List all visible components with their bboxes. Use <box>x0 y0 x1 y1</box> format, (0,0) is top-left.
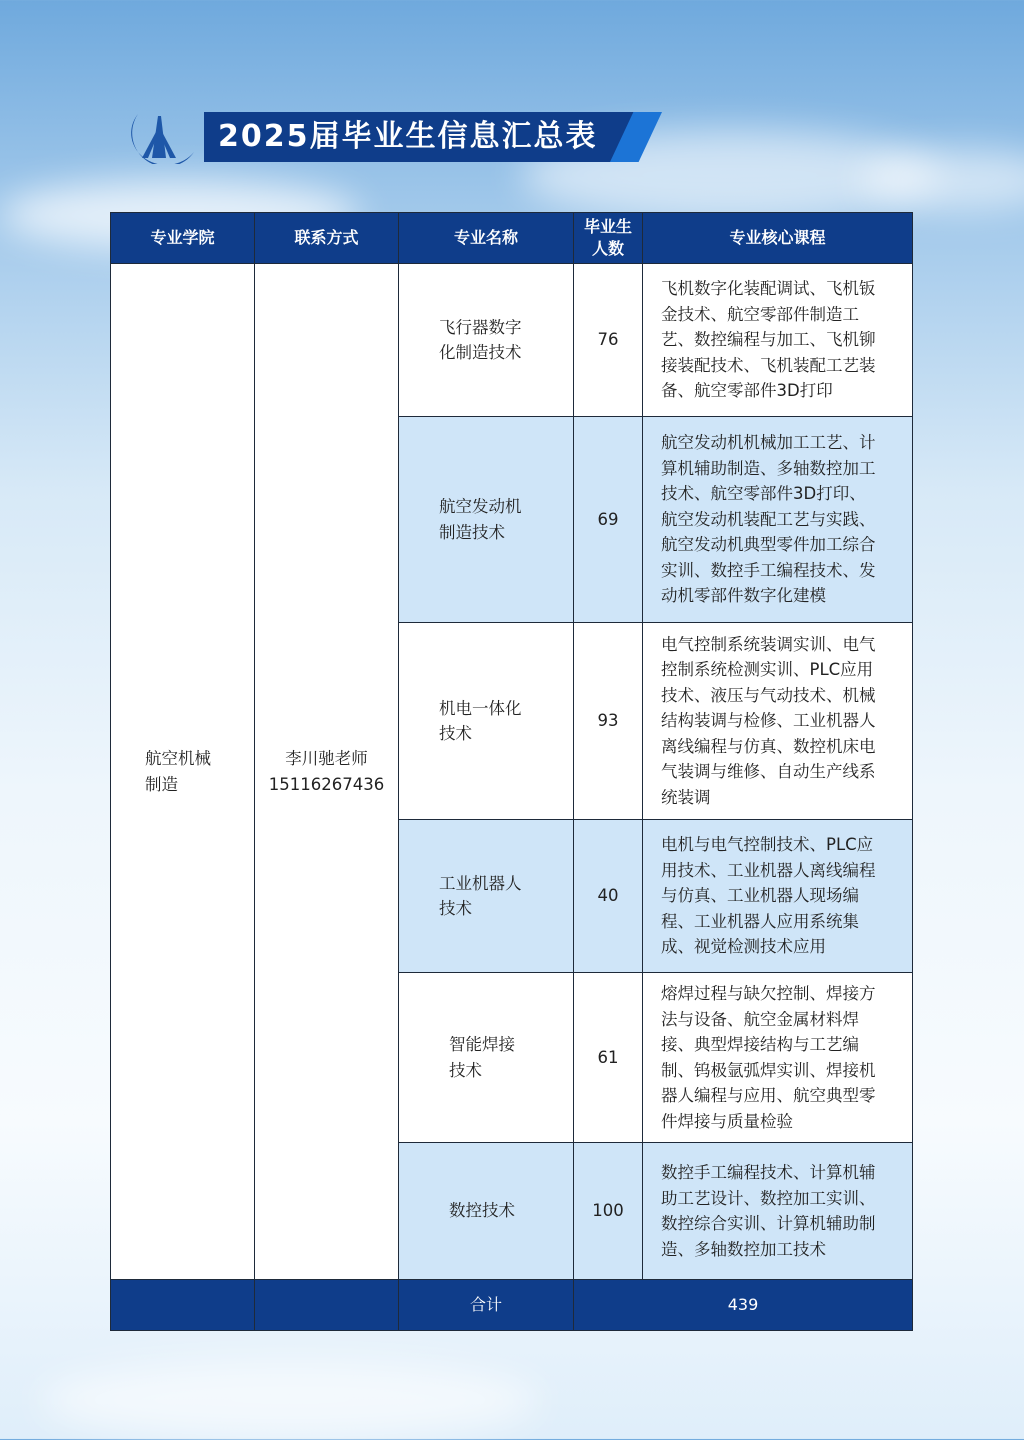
courses-cell <box>643 417 913 623</box>
course-line: 造、多轴数控加工技术 <box>661 1239 826 1259</box>
major-cell <box>399 1143 574 1280</box>
table-row <box>111 264 913 417</box>
course-line: 电气控制系统装调实训、电气 <box>661 634 876 654</box>
total-row <box>111 1280 913 1331</box>
header-count <box>574 213 643 264</box>
total-empty-cell <box>255 1280 399 1331</box>
courses-cell <box>643 623 913 820</box>
page-title: 2025届毕业生信息汇总表 <box>218 119 598 154</box>
course-line: 离线编程与仿真、数控机床电 <box>661 736 876 756</box>
course-line: 动机零部件数字化建模 <box>661 586 826 606</box>
major-line1: 工业机器人 <box>439 873 522 893</box>
major-line2: 制造技术 <box>439 522 505 542</box>
major-cell <box>399 264 574 417</box>
major-cell <box>399 820 574 973</box>
course-line: 件焊接与质量检验 <box>661 1111 793 1131</box>
count-cell: 69 <box>574 417 643 623</box>
major-line1: 航空发动机 <box>439 497 522 516</box>
course-line: 成、视觉检测技术应用 <box>661 937 826 957</box>
contact-name: 李川驰老师 <box>285 749 368 768</box>
course-line: 航空发动机装配工艺与实践、 <box>661 509 876 529</box>
course-line: 制、钨极氩弧焊实训、焊接机 <box>661 1060 876 1080</box>
college-line2: 制造 <box>145 774 178 794</box>
course-line: 程、工业机器人应用系统集 <box>661 911 859 931</box>
header-major: 专业名称 <box>399 213 574 264</box>
major-cell <box>399 623 574 820</box>
course-line: 数控手工编程技术、计算机辅 <box>661 1163 876 1182</box>
major-line2: 化制造技术 <box>439 343 522 362</box>
college-line1: 航空机械 <box>145 749 211 768</box>
course-line: 金技术、航空零部件制造工 <box>661 304 859 324</box>
course-line: 航空发动机典型零件加工综合 <box>661 535 876 555</box>
course-line: 法与设备、航空金属材料焊 <box>661 1009 859 1029</box>
major-cell <box>399 973 574 1143</box>
count-cell: 76 <box>574 264 643 417</box>
header-college: 专业学院 <box>111 213 255 264</box>
course-line: 气装调与维修、自动生产线系 <box>661 762 876 782</box>
course-line: 技术、航空零部件3D打印、 <box>661 484 866 504</box>
page-header <box>108 108 668 164</box>
course-line: 航空发动机机械加工工艺、计 <box>661 433 876 453</box>
graduate-summary-table <box>110 212 913 1331</box>
course-line: 备、航空零部件3D打印 <box>661 381 833 401</box>
course-line: 器人编程与应用、航空典型零 <box>661 1086 876 1105</box>
course-line: 算机辅助制造、多轴数控加工 <box>661 458 876 478</box>
course-line: 接、典型焊接结构与工艺编 <box>661 1035 859 1054</box>
header-count-line2: 人数 <box>591 239 624 258</box>
total-value: 439 <box>574 1280 913 1331</box>
course-line: 与仿真、工业机器人现场编 <box>661 886 859 906</box>
school-logo-icon <box>108 108 200 164</box>
courses-cell <box>643 264 913 417</box>
courses-cell <box>643 973 913 1143</box>
course-line: 艺、数控编程与加工、飞机铆 <box>661 330 876 350</box>
contact-phone: 15116267436 <box>268 774 385 794</box>
major-cell <box>399 417 574 623</box>
count-cell: 100 <box>574 1143 643 1280</box>
course-line: 电机与电气控制技术、PLC应 <box>661 835 874 855</box>
course-line: 助工艺设计、数控加工实训、 <box>661 1188 876 1208</box>
header-contact: 联系方式 <box>255 213 399 264</box>
course-line: 熔焊过程与缺欠控制、焊接方 <box>661 984 876 1003</box>
contact-cell <box>255 264 399 1280</box>
count-cell: 61 <box>574 973 643 1143</box>
course-line: 数控综合实训、计算机辅助制 <box>661 1214 876 1233</box>
course-line: 结构装调与检修、工业机器人 <box>661 711 876 731</box>
course-line: 控制系统检测实训、PLC应用 <box>661 660 874 680</box>
course-line: 接装配技术、飞机装配工艺装 <box>661 355 876 375</box>
count-cell: 93 <box>574 623 643 820</box>
total-empty-cell <box>111 1280 255 1331</box>
major-line1: 飞行器数字 <box>439 317 522 337</box>
courses-cell <box>643 820 913 973</box>
header-count-line1: 毕业生 <box>583 217 632 236</box>
total-label: 合计 <box>399 1280 574 1331</box>
course-line: 技术、液压与气动技术、机械 <box>661 685 876 705</box>
major-line1: 数控技术 <box>449 1201 515 1221</box>
table-header-row <box>111 213 913 264</box>
count-cell: 40 <box>574 820 643 973</box>
major-line2: 技术 <box>449 1060 482 1080</box>
major-line2: 技术 <box>439 724 472 743</box>
courses-cell <box>643 1143 913 1280</box>
major-line1: 智能焊接 <box>449 1035 515 1054</box>
header-courses: 专业核心课程 <box>643 213 913 264</box>
major-line2: 技术 <box>439 899 472 918</box>
college-cell <box>111 264 255 1280</box>
course-line: 统装调 <box>661 787 711 807</box>
major-line1: 机电一体化 <box>439 698 522 718</box>
course-line: 用技术、工业机器人离线编程 <box>661 860 876 880</box>
course-line: 飞机数字化装配调试、飞机钣 <box>661 279 876 299</box>
course-line: 实训、数控手工编程技术、发 <box>661 560 876 580</box>
